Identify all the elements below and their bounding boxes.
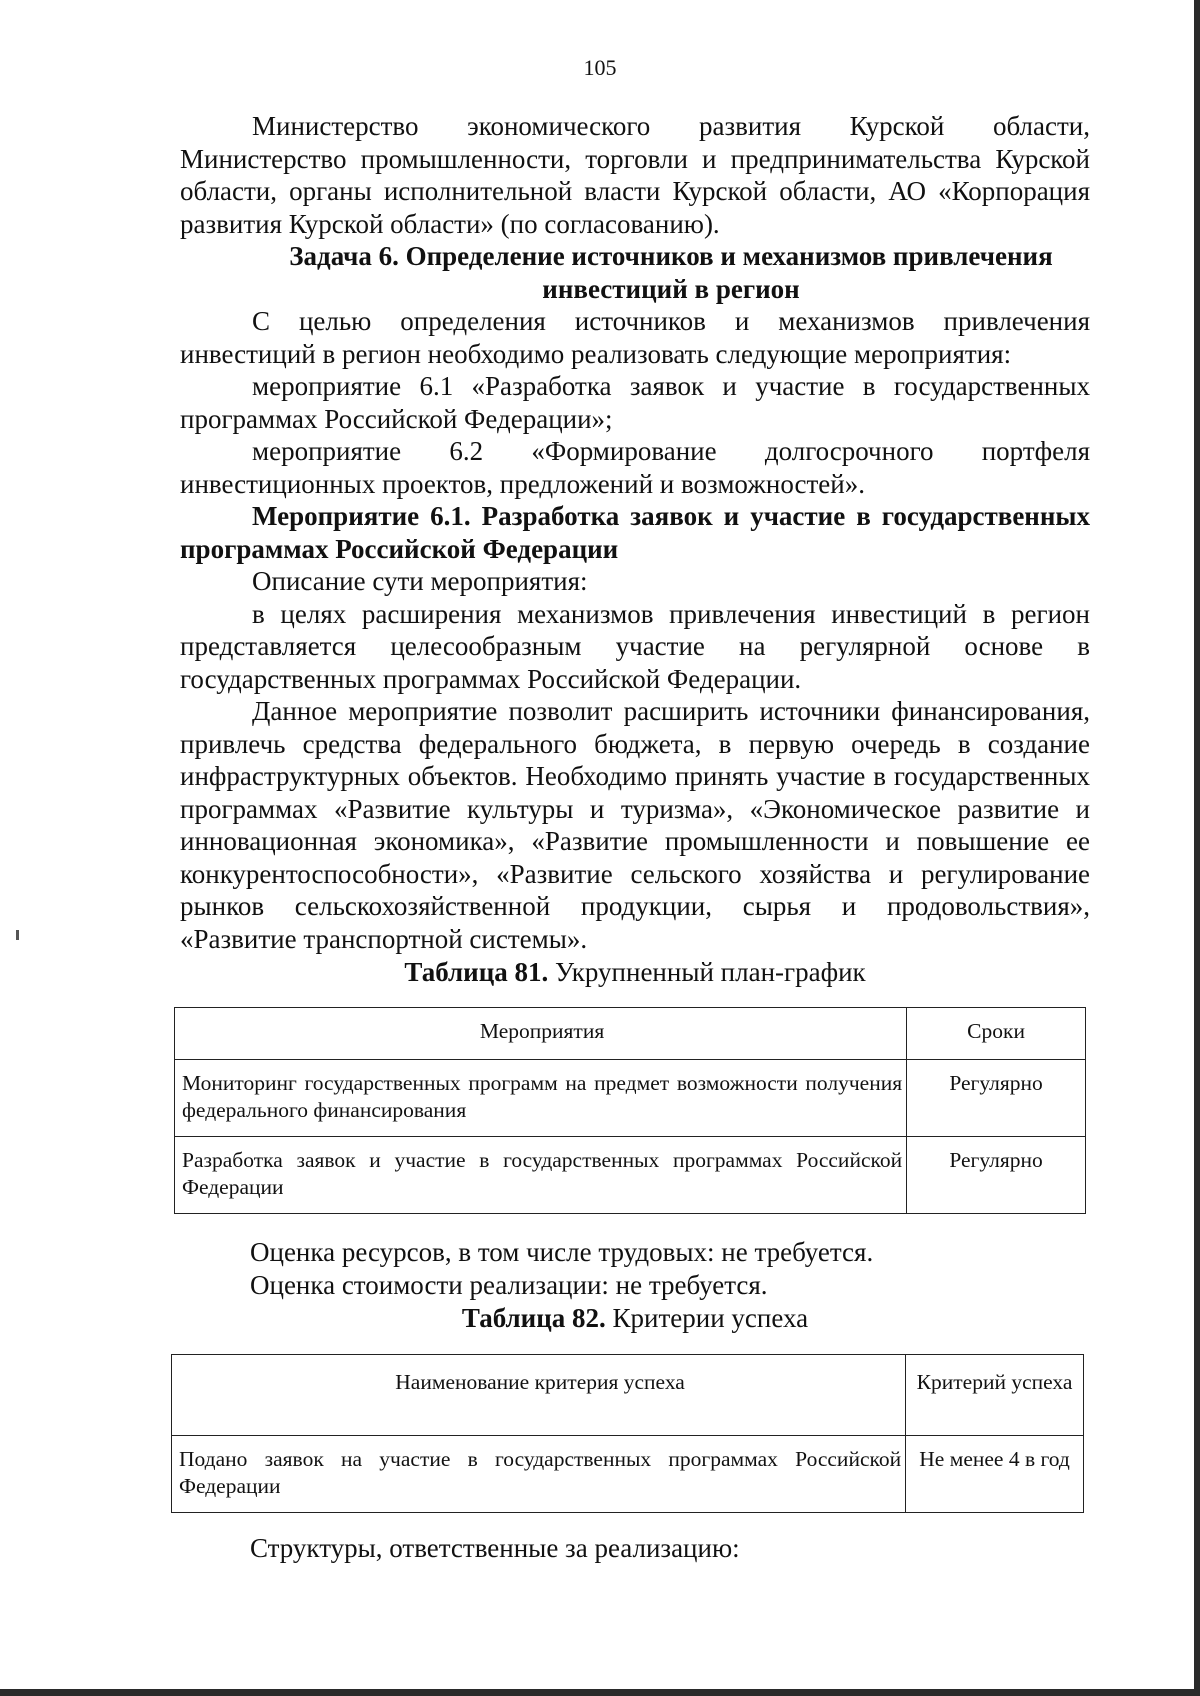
paragraph-resources: Оценка ресурсов, в том числе трудовых: не требуется. bbox=[250, 1237, 874, 1267]
table-81-caption-number: Таблица 81. bbox=[404, 957, 549, 987]
table-81-cell-event: Мониторинг государственных программ на предмет возможности получения федерального финансирования bbox=[175, 1060, 907, 1137]
table-82-header-criterion-name: Наименование критерия успеха bbox=[172, 1355, 906, 1436]
document-body bbox=[180, 110, 1090, 989]
paragraph-event-6-1: мероприятие 6.1 «Разработка заявок и участие в государственных программах Российской Федерации»; bbox=[180, 371, 1090, 434]
table-82-cell-criterion-name: Подано заявок на участие в государственных программах Российской Федерации bbox=[172, 1436, 906, 1513]
table-row bbox=[175, 1137, 1086, 1214]
table-82-cell-criterion-value: Не менее 4 в год bbox=[906, 1436, 1084, 1513]
table-row bbox=[172, 1436, 1084, 1513]
table-82-caption bbox=[180, 1302, 1090, 1335]
responsible-structures-block bbox=[180, 1532, 1090, 1565]
paragraph-details: Данное мероприятие позволит расширить источники финансирования, привлечь средства федерального бюджета, в первую очередь в создание инфраструктурных объектов. Необходимо принять участие в государственных программах «Развитие культуры и туризма», «Экономическое развитие и инновационная экономика», «Развитие промышленности и повышение ее конкурентоспособности», «Развитие сельского хозяйства и регулирование рынков сельскохозяйственной продукции, сырья и продовольствия», «Развитие транспортной системы». bbox=[180, 696, 1090, 954]
paragraph-description: в целях расширения механизмов привлечения инвестиций в регион представляется целесообразным участие на регулярной основе в государственных программах Российской Федерации. bbox=[180, 598, 1090, 694]
table-row bbox=[175, 1060, 1086, 1137]
paragraph-cost: Оценка стоимости реализации: не требуется. bbox=[250, 1269, 768, 1300]
paragraph-goal: С целью определения источников и механизмов привлечения инвестиций в регион необходимо реализовать следующие мероприятия: bbox=[180, 306, 1090, 369]
page-number: 105 bbox=[583, 55, 617, 80]
resources-block bbox=[180, 1236, 1090, 1335]
table-81-cell-term: Регулярно bbox=[907, 1060, 1086, 1137]
paragraph-structures: Структуры, ответственные за реализацию: bbox=[250, 1533, 740, 1563]
table-81-header-row bbox=[175, 1008, 1086, 1060]
table-82-caption-title: Критерии успеха bbox=[605, 1303, 809, 1333]
scan-mark bbox=[16, 930, 19, 940]
table-82-header-row bbox=[172, 1355, 1084, 1436]
table-82-header-criterion: Критерий успеха bbox=[906, 1355, 1084, 1436]
paragraph-event-6-2: мероприятие 6.2 «Формирование долгосрочного портфеля инвестиционных проектов, предложений и возможностей». bbox=[180, 436, 1090, 499]
table-82 bbox=[171, 1354, 1084, 1513]
table-81-caption-title: Укрупненный план-график bbox=[548, 957, 866, 987]
table-81-cell-event: Разработка заявок и участие в государственных программах Российской Федерации bbox=[175, 1137, 907, 1214]
task-heading: Задача 6. Определение источников и механизмов привлечения инвестиций в регион bbox=[289, 241, 1053, 304]
paragraph-responsible-bodies: Министерство экономического развития Курской области, Министерство промышленности, торговли и предпринимательства Курской области, органы исполнительной власти Курской области, АО «Корпорация развития Курской области» (по согласованию). bbox=[180, 111, 1090, 239]
event-heading: Мероприятие 6.1. Разработка заявок и участие в государственных программах Российской Федерации bbox=[180, 501, 1090, 564]
table-81-caption bbox=[180, 956, 1090, 989]
table-81-header-events: Мероприятия bbox=[175, 1008, 907, 1060]
table-81-header-terms: Сроки bbox=[907, 1008, 1086, 1060]
paragraph-description-label: Описание сути мероприятия: bbox=[252, 566, 588, 596]
table-81-cell-term: Регулярно bbox=[907, 1137, 1086, 1214]
table-82-caption-number: Таблица 82. bbox=[461, 1303, 606, 1333]
table-81 bbox=[174, 1007, 1086, 1214]
